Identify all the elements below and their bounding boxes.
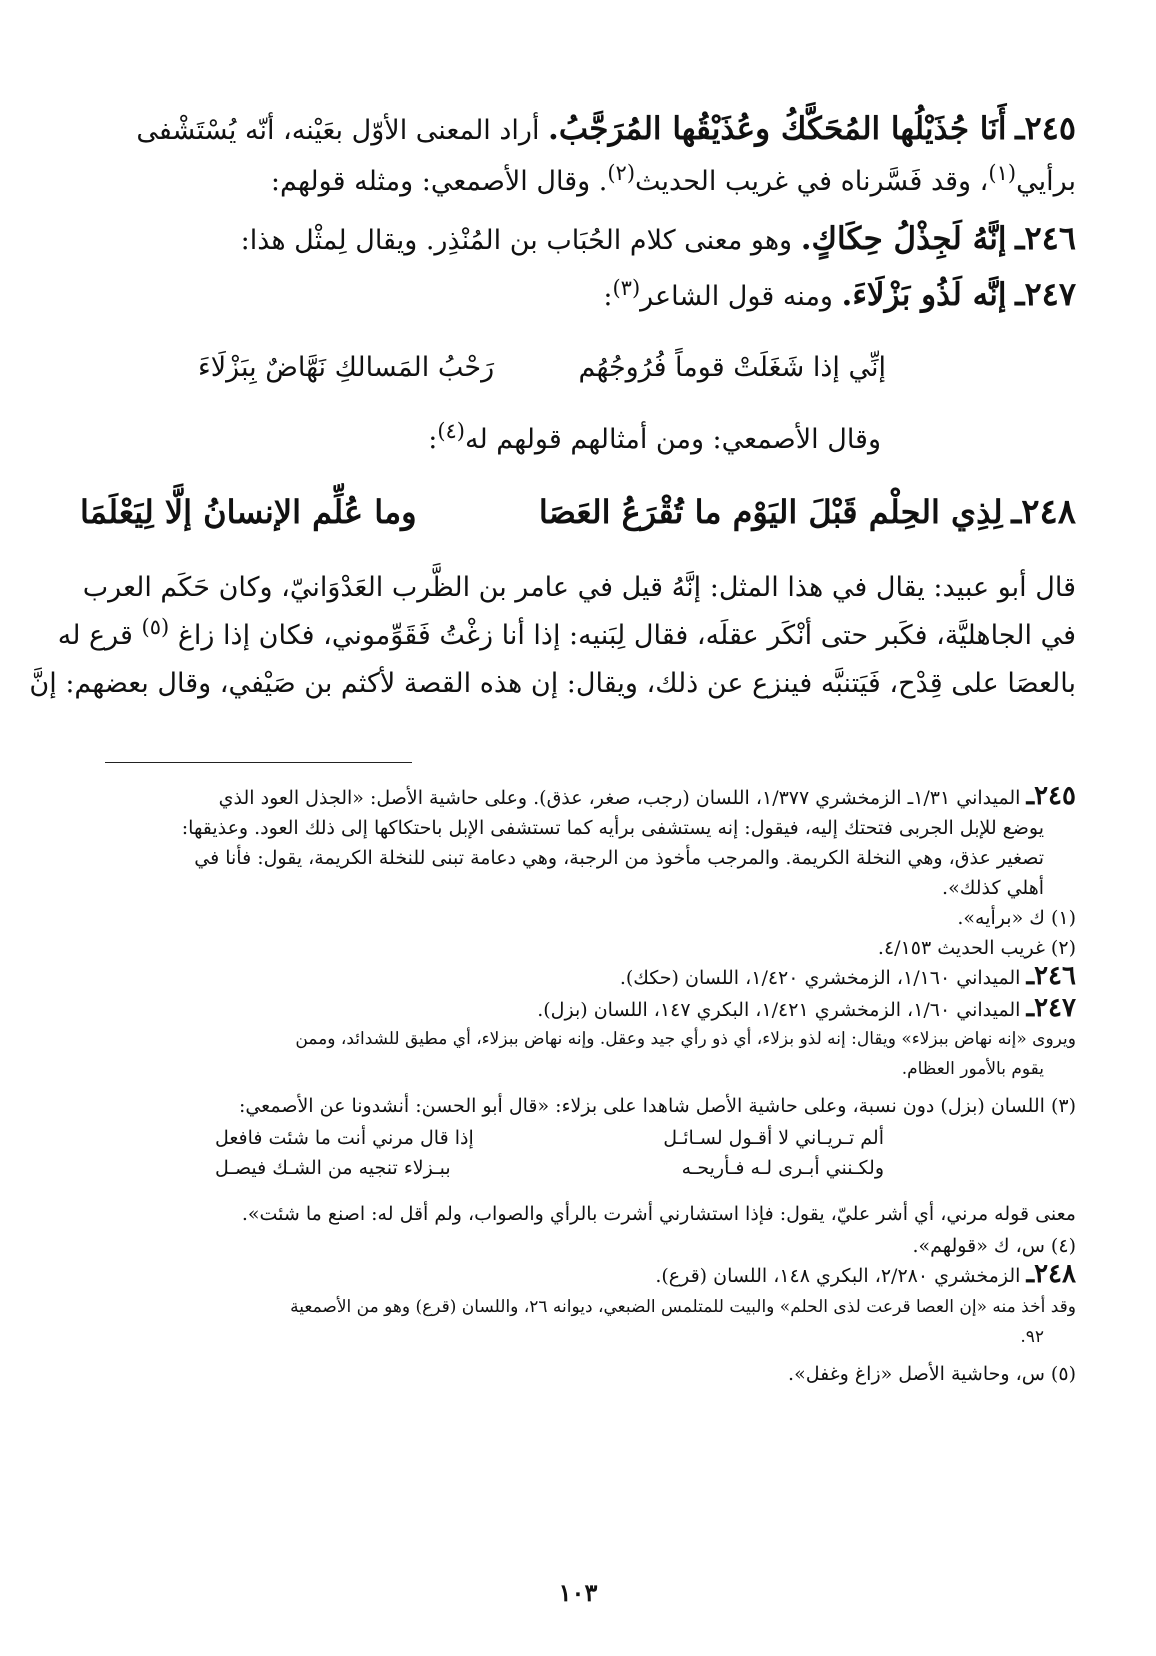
footnote-245 <box>78 782 1076 812</box>
footnote-verse-hemistich: ببـزلاء تنجيه من الشـك فيصـل <box>215 1157 451 1179</box>
footnote-line: يوضع للإبل الجربى فتحتك إليه، فيقول: إنه يستشفى برأيه كما تستشفى الإبل باحتكاكها إلى ذلك العود. وعذيقها: <box>181 817 1044 839</box>
proverb-number: ٢٤٦ـ <box>1015 219 1076 257</box>
commentary-text: أراد المعنى الأوّل بعَيْنه، أنّه يُسْتَشْفى <box>136 115 540 146</box>
footnote-ref: (٤) <box>437 419 465 443</box>
footnote-5: (٥) س، وحاشية الأصل «زاغ وغفل». <box>788 1363 1076 1385</box>
footnote-line: يقوم بالأمور العظام. <box>901 1059 1044 1079</box>
footnote-line: ٩٢. <box>1020 1327 1044 1347</box>
proverb-text: إنَّهُ لَجِذْلُ حِكَاكٍ. <box>800 221 1007 257</box>
proverb-verse-second: وما عُلِّم الإنسانُ إلَّا لِيَعْلَمَا <box>80 493 417 531</box>
proverb-number: ٢٤٨ـ <box>1011 492 1076 532</box>
commentary-text: وقال الأصمعي: ومن أمثالهم قولهم له <box>465 424 881 455</box>
proverb-245-line <box>78 108 1076 151</box>
footnote-text: الميداني ١/٦٠، الزمخشري ١/٤٢١، البكري ١٤٧، اللسان (بزل). <box>537 999 1021 1021</box>
proverb-number: ٢٤٥ـ <box>1015 109 1076 147</box>
paragraph-text: في الجاهليَّة، فكَبر حتى أنْكَر عقلَه، فقال لِبَنيه: إذا أنا زغْتُ فَقَوِّموني، فكان إذا زاغ <box>177 620 1076 651</box>
proverb-246-line <box>78 218 1076 261</box>
footnote-verse-hemistich: ولكـنني أبـرى لـه فـأريحـه <box>681 1157 884 1179</box>
footnote-ref: (٢) <box>607 161 636 185</box>
footnote-3: (٣) اللسان (بزل) دون نسبة، وعلى حاشية الأصل شاهدا على بزلاء: «قال أبو الحسن: أنشدونا عن الأصمعي: <box>238 1095 1076 1117</box>
footnote-number: ٢٤٦ـ <box>1026 961 1076 991</box>
page-number: ١٠٣ <box>558 1578 598 1607</box>
footnote-line: تصغير عذق، وهي النخلة الكريمة. والمرجب مأخوذ من الرجبة، وهي دعامة تبنى للنخلة الكريمة، يقول: فأنا في <box>194 847 1044 869</box>
paragraph-text: قرع له <box>57 620 133 651</box>
footnote-line: أهلي كذلك». <box>942 877 1044 899</box>
footnote-ref: (٣) <box>612 276 641 300</box>
paragraph-line <box>57 615 1076 656</box>
proverb-text: أَنَا جُذَيْلُها المُحَكَّكُ وعُذَيْقُها المُرَجَّبُ. <box>548 111 1007 147</box>
footnote-247 <box>78 994 1076 1024</box>
footnote-ref: (١) <box>988 161 1017 185</box>
proverb-247-line <box>78 274 1076 317</box>
footnote-text: الزمخشري ٢/٢٨٠، البكري ١٤٨، اللسان (قرع). <box>655 1265 1021 1287</box>
paragraph-line: بالعصَا على قِدْح، فَيَتنبَّه فينزع عن ذلك، ويقال: إن هذه القصة لأكثم بن صَيْفي، وقال بعضهم: إنَّ <box>29 668 1076 699</box>
footnote-separator <box>105 762 412 763</box>
paragraph-line: قال أبو عبيد: يقال في هذا المثل: إنَّهُ قيل في عامر بن الظَّرب العَدْوَانيّ، وكان حَكَم العرب <box>82 572 1076 603</box>
commentary-line <box>78 162 1076 202</box>
verse-first-hemistich: إنِّي إذا شَغَلَتْ قوماً فُرُوجُهُم <box>578 352 886 383</box>
commentary-text: برأيي <box>1016 166 1076 197</box>
footnote-verse-hemistich: ألم تـريـاني لا أقـول لسـائـل <box>663 1127 884 1149</box>
footnote-number: ٢٤٥ـ <box>1026 781 1076 811</box>
footnote-1: (١) ك «برأيه». <box>957 907 1076 929</box>
footnote-246 <box>78 962 1076 992</box>
footnote-line: ويروى «إنه نهاض ببزلاء» ويقال: إنه لذو بزلاء، أي ذو رأي جيد وعقل. وإنه نهاض ببزلاء، أي مطيق للشدائد، وممن <box>295 1029 1076 1049</box>
commentary-text: . وقال الأصمعي: ومثله قولهم: <box>270 166 608 197</box>
footnote-line: وقد أخذ منه «إن العصا قرعت لذى الحلم» والبيت للمتلمس الضبعي، ديوانه ٢٦، واللسان (قرع) وهو من الأصمعية <box>290 1297 1076 1317</box>
proverb-verse-first: لِذِي الحِلْم قَبْلَ اليَوْم ما تُقْرَعُ العَصَا <box>538 493 1003 531</box>
footnote-4: (٤) س، ك «قولهم». <box>912 1235 1076 1257</box>
asmai-line <box>78 420 881 460</box>
footnote-line: معنى قوله مرني، أي أشر عليّ، يقول: فإذا استشارني أشرت بالرأي والصواب، ولم أقل له: اصنع ما شئت». <box>241 1203 1076 1225</box>
commentary-text: : <box>603 281 613 312</box>
footnote-verse-hemistich: إذا قال مرني أنت ما شئت فافعل <box>215 1127 474 1149</box>
verse-second-hemistich: رَحْبُ المَسالكِ نَهَّاضٌ بِبَزْلَاءَ <box>198 352 495 383</box>
commentary-text: وهو معنى كلام الحُبَاب بن المُنْذِر. ويقال لِمثْل هذا: <box>240 225 793 256</box>
proverb-number: ٢٤٧ـ <box>1015 275 1076 313</box>
footnote-2: (٢) غريب الحديث ٤/١٥٣. <box>877 937 1076 959</box>
proverb-text: إنَّه لَذُو بَزْلَاءَ. <box>841 277 1007 313</box>
commentary-text: ، وقد فَسَّرناه في غريب الحديث <box>635 166 989 197</box>
commentary-text: ومنه قول الشاعر <box>640 281 833 312</box>
commentary-text: : <box>428 424 438 455</box>
footnote-ref: (٥) <box>141 615 170 639</box>
footnote-number: ٢٤٧ـ <box>1026 993 1076 1023</box>
footnote-text: الميداني ١/١٦٠، الزمخشري ١/٤٢٠، اللسان (حكك). <box>619 967 1021 989</box>
footnote-number: ٢٤٨ـ <box>1026 1259 1076 1289</box>
footnote-text: الميداني ١/٣١ـ الزمخشري ١/٣٧٧، اللسان (رجب، صغر، عذق). وعلى حاشية الأصل: «الجذل العود الذي <box>218 787 1021 809</box>
footnote-248 <box>78 1260 1076 1290</box>
